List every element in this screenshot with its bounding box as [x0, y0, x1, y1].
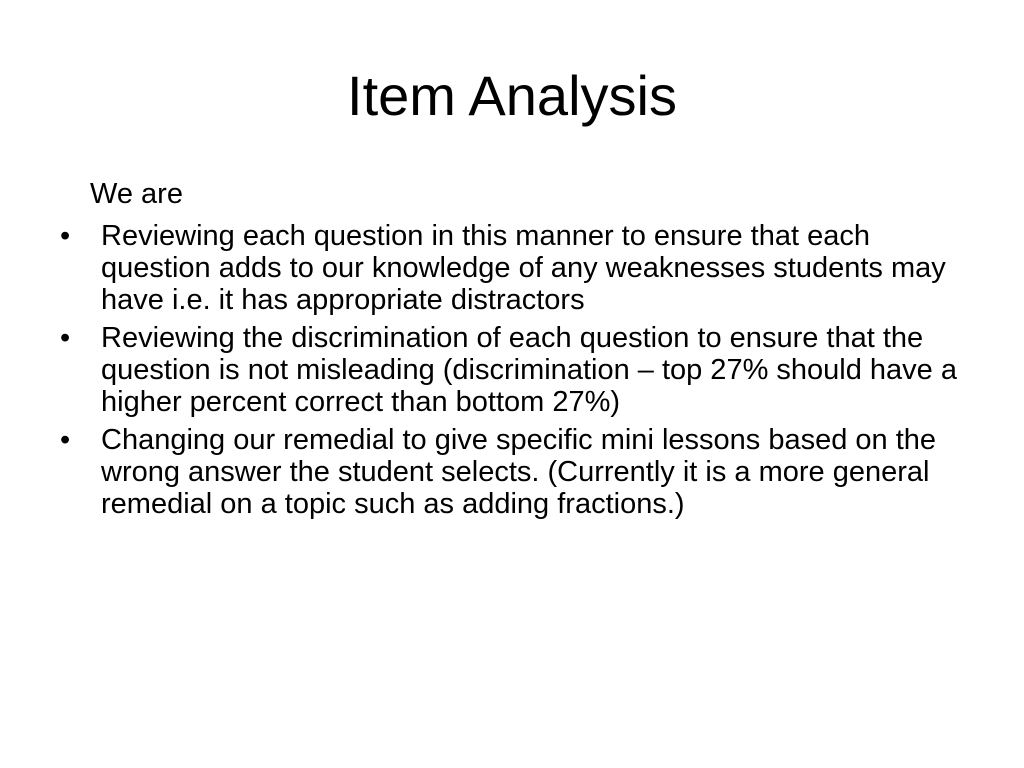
bullet-icon: • — [60, 220, 71, 252]
bullet-text: Reviewing the discrimination of each question to ensure that the question is not misleading (discrimination – top 27% should have a higher percent correct than bottom 27%) — [101, 322, 957, 418]
bullet-icon: • — [60, 424, 71, 456]
bullet-text: Changing our remedial to give specific mini lessons based on the wrong answer the student selects. (Currently it is a more general remedial on a topic such as adding fractions.) — [101, 424, 937, 520]
bullet-item — [60, 424, 970, 520]
slide-title: Item Analysis — [347, 64, 677, 127]
intro-text: We are — [90, 178, 183, 210]
bullet-item — [60, 220, 970, 316]
bullet-list — [60, 220, 970, 520]
slide-body — [60, 178, 970, 526]
bullet-text: Reviewing each question in this manner to ensure that each question adds to our knowledge of any weaknesses students may have i.e. it has appropriate distractors — [101, 220, 946, 316]
bullet-icon: • — [60, 322, 71, 354]
bullet-item — [60, 322, 970, 418]
